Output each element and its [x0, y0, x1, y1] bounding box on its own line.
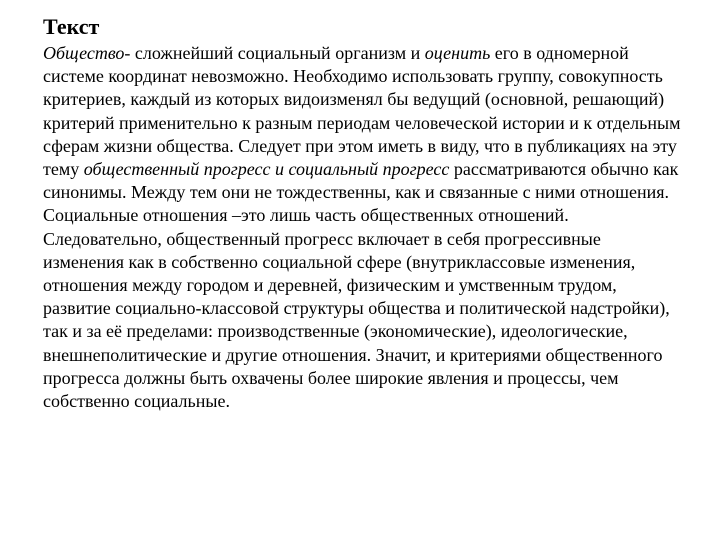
term-society: Общество [43, 43, 125, 63]
slide-content [43, 13, 683, 413]
body-text-2: рассматриваются обычно как синонимы. Между тем они не тождественны, как и связанные с ними отношения. Социальные отношения –это лишь часть общественных отношений. Следовательно, общественный прогресс включает в себя прогрессивные изменения как в собственно социальной сфере (внутриклассовые изменения, отношения между городом и деревней, физическим и умственным трудом, развитие социально-классовой структуры общества и политической надстройки), так и за её пределами: производственные (экономические), идеологические, внешнеполитические и другие отношения. Значит, и критериями общественного прогресса должны быть охвачены более широкие явления и процессы, чем собственно социальные. [43, 159, 679, 412]
term-progress: общественный прогресс и социальный прогресс [83, 159, 450, 180]
body-text-1a: - сложнейший социальный организм и [124, 43, 425, 63]
slide-title: Текст [43, 14, 100, 39]
body-text-1b: его в одномерной системе координат невозможно. Необходимо использовать группу, совокупность критериев, каждый из которых видоизменял бы ведущий (основной, решающий) критерий применительно к разным периодам человеческой истории и к отдельным сферам жизни общества. Следует при этом иметь в виду, что в публикациях на эту тему [43, 43, 681, 180]
term-evaluate: оценить [424, 43, 491, 63]
body-paragraph [43, 42, 683, 413]
